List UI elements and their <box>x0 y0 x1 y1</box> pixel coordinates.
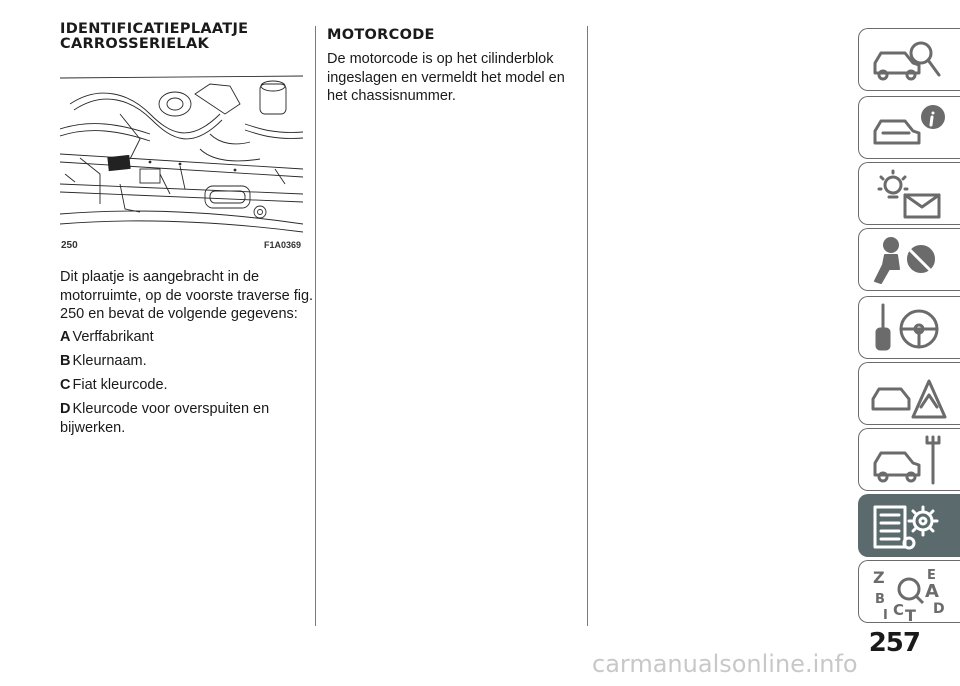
column-divider-2 <box>587 26 588 626</box>
tab-vehicle-knowledge[interactable] <box>858 28 960 91</box>
list-item-c <box>60 376 168 395</box>
seat-airbag-icon <box>869 233 951 287</box>
alphabet-index-icon <box>869 565 951 621</box>
list-item-d <box>60 400 269 437</box>
tab-safety[interactable] <box>858 228 960 291</box>
list-letter: A <box>60 329 71 345</box>
tab-warning-lights[interactable] <box>858 162 960 225</box>
tab-technical-data[interactable] <box>858 494 960 557</box>
column-divider-1 <box>315 26 316 626</box>
index-letter: A <box>925 581 939 602</box>
intro-line: 250 en bevat de volgende gegevens: <box>60 306 298 322</box>
figure-number: 250 <box>61 240 78 251</box>
specs-gear-icon <box>869 499 951 553</box>
watermark: carmanualsonline.info <box>592 650 858 678</box>
index-letter: C <box>893 601 905 619</box>
section-heading-paint-plate <box>60 22 248 52</box>
car-search-icon <box>869 33 951 87</box>
car-hazard-icon <box>869 367 951 421</box>
list-text: Fiat kleurcode. <box>72 377 168 393</box>
engine-code-line: De motorcode is op het cilinderblok <box>327 51 554 67</box>
list-letter: C <box>60 377 71 393</box>
engine-code-line: ingeslagen en vermeldt het model en <box>327 69 565 86</box>
figure-code: F1A0369 <box>264 240 302 250</box>
index-letter: Z <box>873 568 885 587</box>
tab-emergency[interactable] <box>858 362 960 425</box>
intro-line: motorruimte, op de voorste traverse fig. <box>60 287 314 304</box>
index-letter: T <box>905 606 916 621</box>
warning-lights-icon <box>869 167 951 221</box>
heading-line: CARROSSERIELAK <box>60 36 210 52</box>
list-text: Kleurcode voor overspuiten en <box>72 401 270 417</box>
list-text: Kleurnaam. <box>72 353 147 369</box>
heading-line: IDENTIFICATIEPLAATJE <box>60 21 249 37</box>
tab-maintenance[interactable] <box>858 428 960 491</box>
tab-dashboard-info[interactable] <box>858 96 960 159</box>
list-text-continuation: bijwerken. <box>60 419 126 436</box>
list-item-a <box>60 328 154 347</box>
list-text: Verffabrikant <box>72 329 154 345</box>
page-number: 257 <box>868 628 920 658</box>
index-letter: I <box>883 608 888 621</box>
index-letter: D <box>933 601 945 617</box>
list-letter: D <box>60 401 71 417</box>
list-item-b <box>60 352 147 371</box>
section-heading-engine-code: MOTORCODE <box>327 27 435 43</box>
engine-code-text <box>327 50 565 106</box>
tab-starting-driving[interactable] <box>858 296 960 359</box>
list-letter: B <box>60 353 71 369</box>
car-info-icon <box>869 101 951 155</box>
car-wrench-icon <box>869 433 951 487</box>
engine-bay-illustration <box>60 74 303 234</box>
tab-alphabetical-index[interactable] <box>858 560 960 623</box>
index-letter: E <box>927 568 936 583</box>
paint-plate-intro <box>60 268 313 324</box>
key-steering-wheel-icon <box>869 301 951 355</box>
intro-line: Dit plaatje is aangebracht in de <box>60 269 260 285</box>
index-letter: B <box>875 592 885 607</box>
engine-code-line: het chassisnummer. <box>327 88 456 104</box>
